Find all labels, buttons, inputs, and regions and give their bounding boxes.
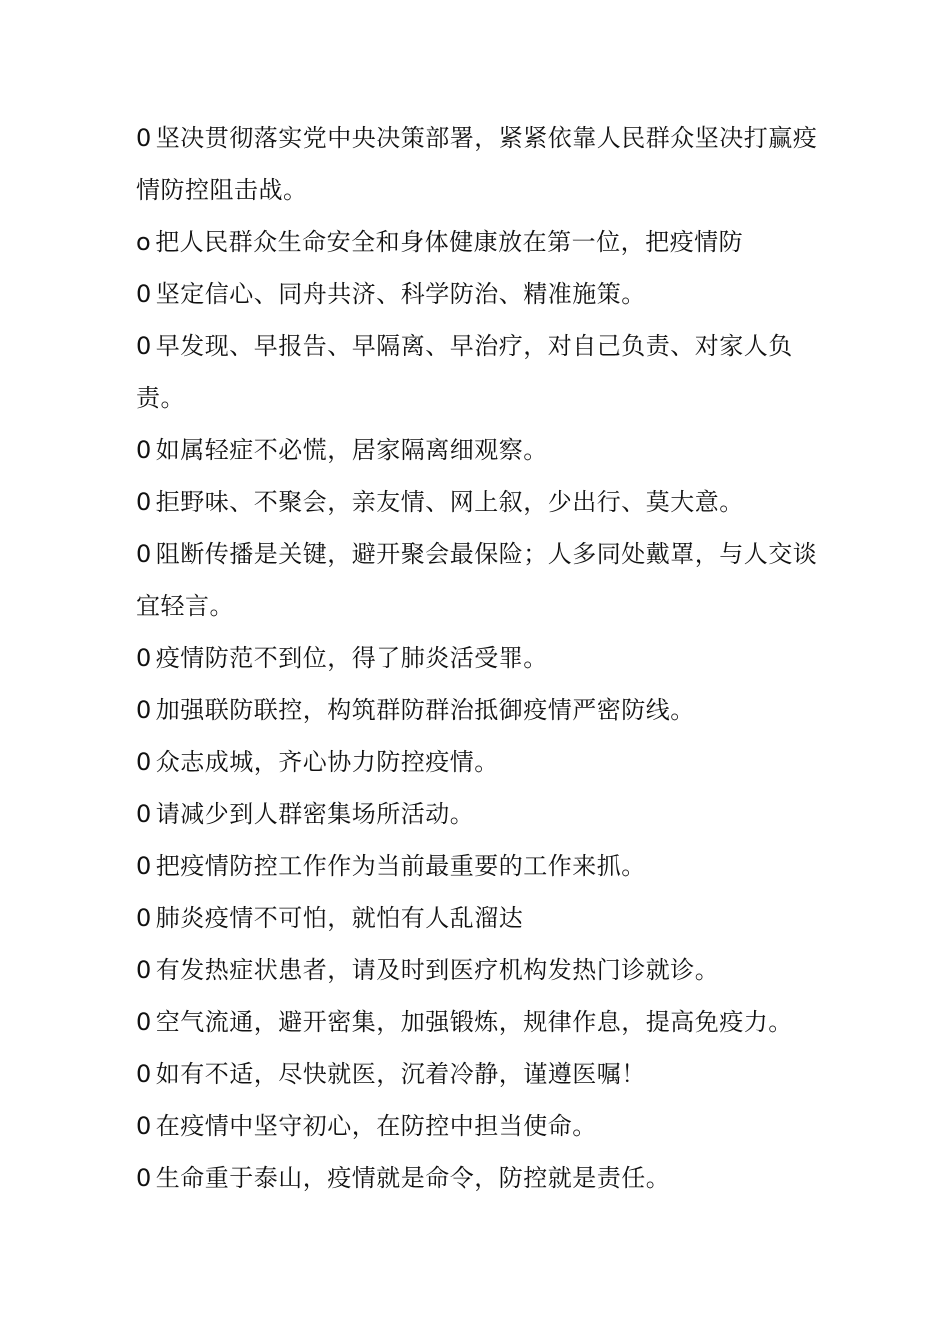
list-item bbox=[136, 112, 836, 216]
item-text: 有发热症状患者，请及时到医疗机构发热门诊就诊。 bbox=[155, 956, 720, 984]
item-text: 空气流通，避开密集，加强锻炼，规律作息，提高免疫力。 bbox=[155, 1008, 793, 1036]
document-body bbox=[136, 112, 836, 1204]
bullet-marker: 0 bbox=[136, 1008, 152, 1036]
list-item bbox=[136, 1152, 836, 1204]
item-text: 把疫情防控工作作为当前最重要的工作来抓。 bbox=[155, 852, 646, 880]
bullet-marker: 0 bbox=[136, 436, 152, 464]
list-item bbox=[136, 1048, 836, 1100]
bullet-marker: 0 bbox=[136, 644, 152, 672]
bullet-marker: 0 bbox=[136, 852, 152, 880]
bullet-marker: 0 bbox=[136, 800, 152, 828]
list-item bbox=[136, 632, 836, 684]
list-item bbox=[136, 684, 836, 736]
bullet-marker: 0 bbox=[136, 488, 152, 516]
bullet-marker: 0 bbox=[136, 1112, 152, 1140]
item-text: 拒野味、不聚会，亲友情、网上叙，少出行、莫大意。 bbox=[155, 488, 744, 516]
list-item bbox=[136, 216, 836, 268]
item-text: 早发现、早报告、早隔离、早治疗，对自己负责、对家人负责。 bbox=[136, 332, 793, 412]
list-item bbox=[136, 424, 836, 476]
bullet-marker: 0 bbox=[136, 1060, 152, 1088]
list-item bbox=[136, 892, 836, 944]
list-item bbox=[136, 528, 836, 632]
bullet-marker: 0 bbox=[136, 748, 152, 776]
list-item bbox=[136, 320, 836, 424]
item-text: 把人民群众生命安全和身体健康放在第一位，把疫情防 bbox=[155, 228, 744, 256]
bullet-marker: o bbox=[136, 228, 152, 256]
item-text: 如属轻症不必慌，居家隔离细观察。 bbox=[155, 436, 548, 464]
bullet-marker: 0 bbox=[136, 696, 152, 724]
bullet-marker: 0 bbox=[136, 332, 152, 360]
item-text: 请减少到人群密集场所活动。 bbox=[155, 800, 475, 828]
item-text: 肺炎疫情不可怕，就怕有人乱溜达 bbox=[155, 904, 524, 932]
item-text: 在疫情中坚守初心，在防控中担当使命。 bbox=[155, 1112, 597, 1140]
bullet-marker: 0 bbox=[136, 904, 152, 932]
bullet-marker: 0 bbox=[136, 124, 152, 152]
item-text: 疫情防范不到位，得了肺炎活受罪。 bbox=[155, 644, 548, 672]
item-text: 众志成城，齐心协力防控疫情。 bbox=[155, 748, 499, 776]
list-item bbox=[136, 788, 836, 840]
item-text: 阻断传播是关键，避开聚会最保险；人多同处戴罩，与人交谈宜轻言。 bbox=[136, 540, 818, 620]
item-text: 生命重于泰山，疫情就是命令，防控就是责任。 bbox=[155, 1164, 671, 1192]
item-text: 坚决贯彻落实党中央决策部署，紧紧依靠人民群众坚决打赢疫情防控阻击战。 bbox=[136, 124, 818, 204]
bullet-marker: 0 bbox=[136, 1164, 152, 1192]
list-item bbox=[136, 996, 836, 1048]
item-text: 坚定信心、同舟共济、科学防治、精准施策。 bbox=[155, 280, 646, 308]
list-item bbox=[136, 944, 836, 996]
list-item bbox=[136, 1100, 836, 1152]
bullet-marker: 0 bbox=[136, 956, 152, 984]
bullet-marker: 0 bbox=[136, 540, 152, 568]
bullet-marker: 0 bbox=[136, 280, 152, 308]
list-item bbox=[136, 268, 836, 320]
item-text: 如有不适，尽快就医，沉着冷静，谨遵医嘱！ bbox=[155, 1060, 646, 1088]
item-text: 加强联防联控，构筑群防群治抵御疫情严密防线。 bbox=[155, 696, 695, 724]
list-item bbox=[136, 736, 836, 788]
list-item bbox=[136, 840, 836, 892]
list-item bbox=[136, 476, 836, 528]
